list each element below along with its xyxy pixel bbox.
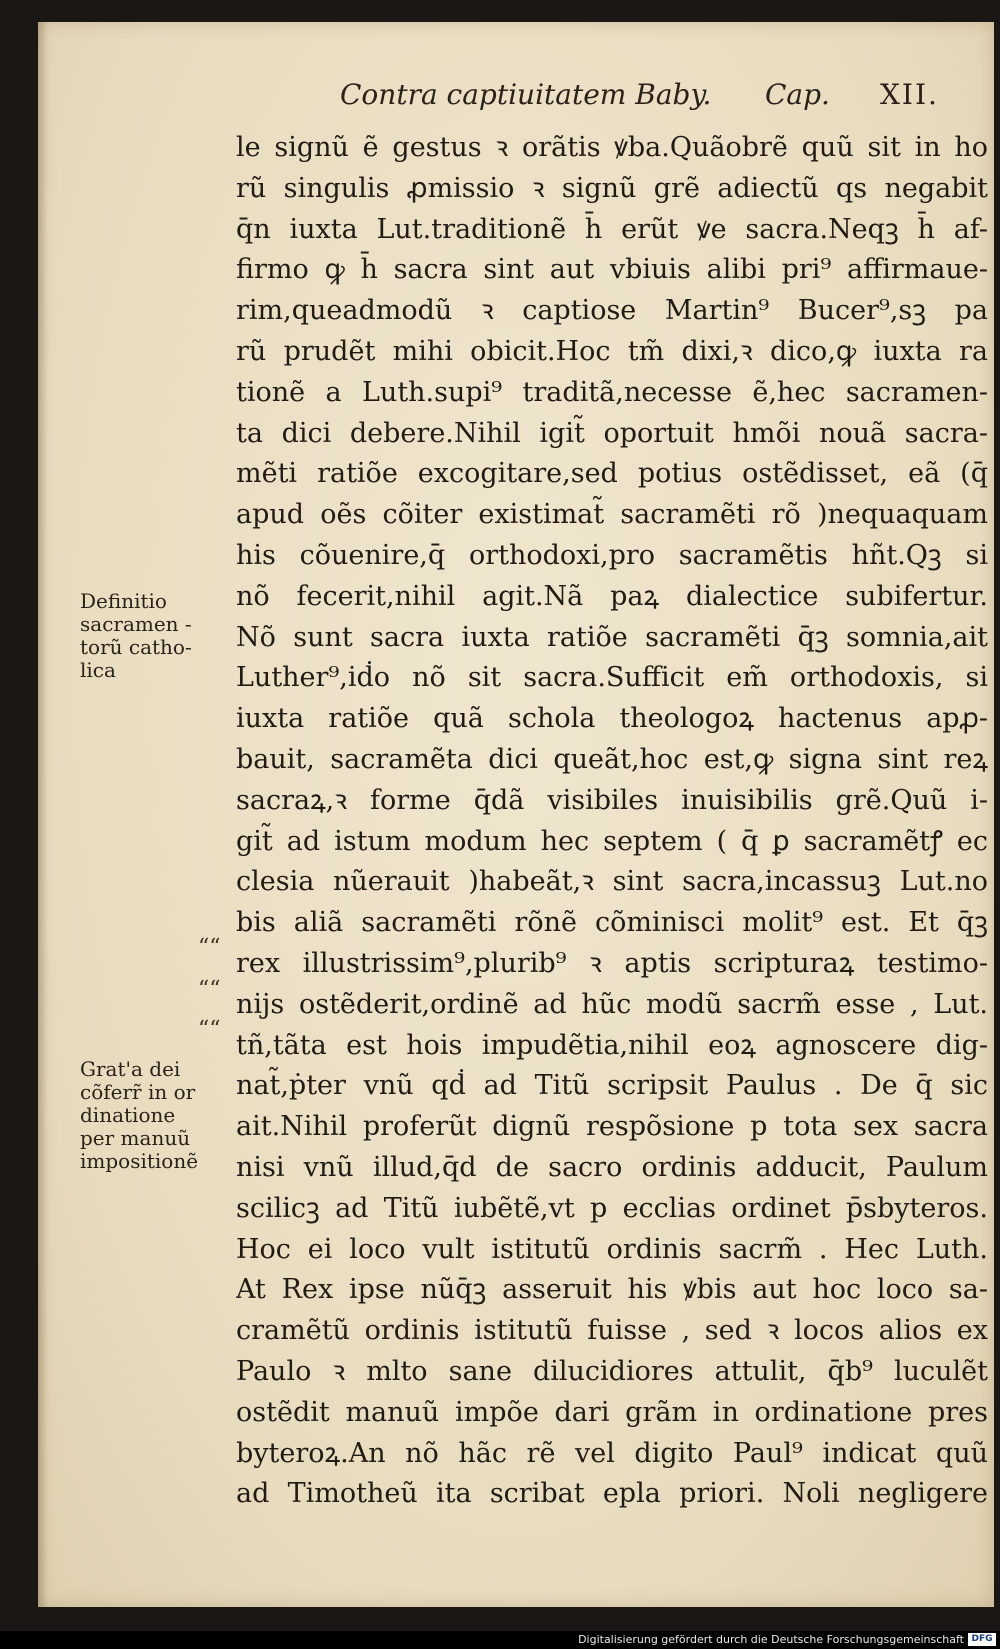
text-line: nijs ostẽderit,ordinẽ ad hũc modũ sacrm̃ esse , Lut. — [236, 988, 988, 1020]
text-line: nõ fecerit,nihil agit.Nã paꝝ dialectice subifertur. — [236, 580, 988, 612]
text-line: iuxta ratiõe quã schola theologoꝝ hactenus apꝓ- — [236, 703, 988, 735]
running-header-chapter-number: XII. — [880, 78, 939, 111]
text-line: byteroꝝ.An nõ hãc rẽ vel digito Paul⁹ indicat quũ — [236, 1437, 988, 1469]
quote-mark: ““ — [198, 935, 221, 960]
margin-note-line: sacramen - — [80, 612, 192, 636]
margin-note-line: per manuũ — [80, 1126, 191, 1150]
text-line: scilicꝫ ad Titũ iubẽtẽ,vt p ecclias ordinet p̄sbyteros. — [236, 1192, 988, 1224]
text-line: Luther⁹,iḋo nõ sit sacra.Sufficit em̃ orthodoxis, si — [236, 662, 988, 694]
margin-note-line: impositionẽ — [80, 1149, 199, 1173]
text-line: clesia nũerauit )habeãt,ꝛ sint sacra,incassuꝫ Lut.no — [236, 866, 988, 898]
text-line: ta dici debere.Nihil igit̃ oportuit hmõi nouã sacra- — [236, 417, 988, 449]
text-line: bauit, sacramẽta dici queãt,hoc est,ꝙ signa sint reꝝ — [236, 743, 988, 775]
running-header-title: Contra captiuitatem Baby. — [340, 78, 712, 111]
text-line: nisi vnũ illud,q̄d de sacro ordinis adducit, Paulum — [236, 1151, 988, 1183]
text-line: tñ,tãta est hois impudẽtia,nihil eoꝝ agnoscere dig- — [236, 1029, 988, 1061]
text-line: q̄n iuxta Lut.traditionẽ h̄ erũt ꝟe sacra.Neqꝫ h̄ af- — [236, 213, 988, 245]
text-line: Paulo ꝛ mlto sane dilucidiores attulit, q̄b⁹ luculẽt — [236, 1355, 988, 1387]
text-line: firmo ꝙ h̄ sacra sint aut vbiuis alibi pri⁹ affirmaue- — [236, 254, 988, 286]
text-line: Nõ sunt sacra iuxta ratiõe sacramẽti q̄ꝫ somnia,ait — [236, 621, 988, 653]
text-line: At Rex ipse nũq̄ꝫ asseruit his ꝟbis aut hoc loco sa- — [236, 1274, 988, 1306]
text-line: nat̃,ṗter vnũ qḋ ad Titũ scripsit Paulus . De q̄ sic — [236, 1070, 988, 1102]
footer-credit: Digitalisierung gefördert durch die Deutsche Forschungsgemeinschaft — [578, 1633, 964, 1646]
text-line: rũ prudẽt mihi obicit.Hoc tm̃ dixi,ꝛ dico,ꝙ iuxta ra — [236, 335, 988, 367]
margin-note-line: dinatione — [80, 1103, 176, 1127]
margin-note-line: lica — [80, 658, 116, 682]
margin-note-definitio — [80, 590, 230, 682]
margin-note-line: Definitio — [80, 589, 167, 613]
text-line: git̃ ad istum modum hec septem ( q̄ ꝑ sacramẽtꝭ ec — [236, 825, 988, 857]
text-line: apud oẽs cõiter existimat̃ sacramẽti rõ )nequaquam — [236, 499, 988, 531]
margin-note-line: Grat'a dei — [80, 1057, 181, 1081]
quote-mark: ““ — [198, 977, 221, 1002]
text-line: bis aliã sacramẽti rõnẽ cõminisci molit⁹ est. Et q̄ꝫ — [236, 907, 988, 939]
margin-note-gratia — [80, 1058, 230, 1173]
text-line: his cõuenire,q̄ orthodoxi,pro sacramẽtis hñt.Qꝫ si — [236, 539, 988, 571]
text-line: ait.Nihil proferũt dignũ respõsione p tota sex sacra — [236, 1111, 988, 1143]
text-line: ad Timotheũ ita scribat epla priori. Noli negligere — [236, 1478, 988, 1510]
text-line: rex illustrissim⁹,plurib⁹ ꝛ aptis scripturaꝝ testimo- — [236, 947, 988, 979]
text-line: cramẽtũ ordinis istitutũ fuisse , sed ꝛ locos alios ex — [236, 1315, 988, 1347]
text-line: ostẽdit manuũ impõe dari grãm in ordinatione pres — [236, 1396, 988, 1428]
text-line: le signũ ẽ gestus ꝛ orãtis ꝟba.Quãobrẽ quũ sit in ho — [236, 132, 988, 163]
running-header-cap-label: Cap. — [765, 78, 830, 111]
text-line: tionẽ a Luth.supi⁹ traditã,necesse ẽ,hec sacramen- — [236, 376, 988, 408]
text-line: mẽti ratiõe excogitare,sed potius ostẽdisset, eã (q̄ — [236, 458, 988, 490]
margin-note-line: cõferr̃ in or — [80, 1080, 196, 1104]
margin-note-line: torũ catho- — [80, 635, 192, 659]
quote-mark: ““ — [198, 1017, 221, 1042]
main-text-block — [236, 128, 988, 1515]
text-line: sacraꝝ,ꝛ forme q̄dã visibiles inuisibilis grẽ.Quũ i- — [236, 784, 988, 816]
dfg-logo-icon: DFG — [968, 1633, 996, 1646]
text-line: rim,queadmodũ ꝛ captiose Martin⁹ Bucer⁹,sꝫ pa — [236, 295, 988, 327]
text-line: rũ singulis ꝓmissio ꝛ signũ grẽ adiectũ qs negabit — [236, 172, 988, 204]
text-line: Hoc ei loco vult istitutũ ordinis sacrm̃ . Hec Luth. — [236, 1233, 988, 1265]
